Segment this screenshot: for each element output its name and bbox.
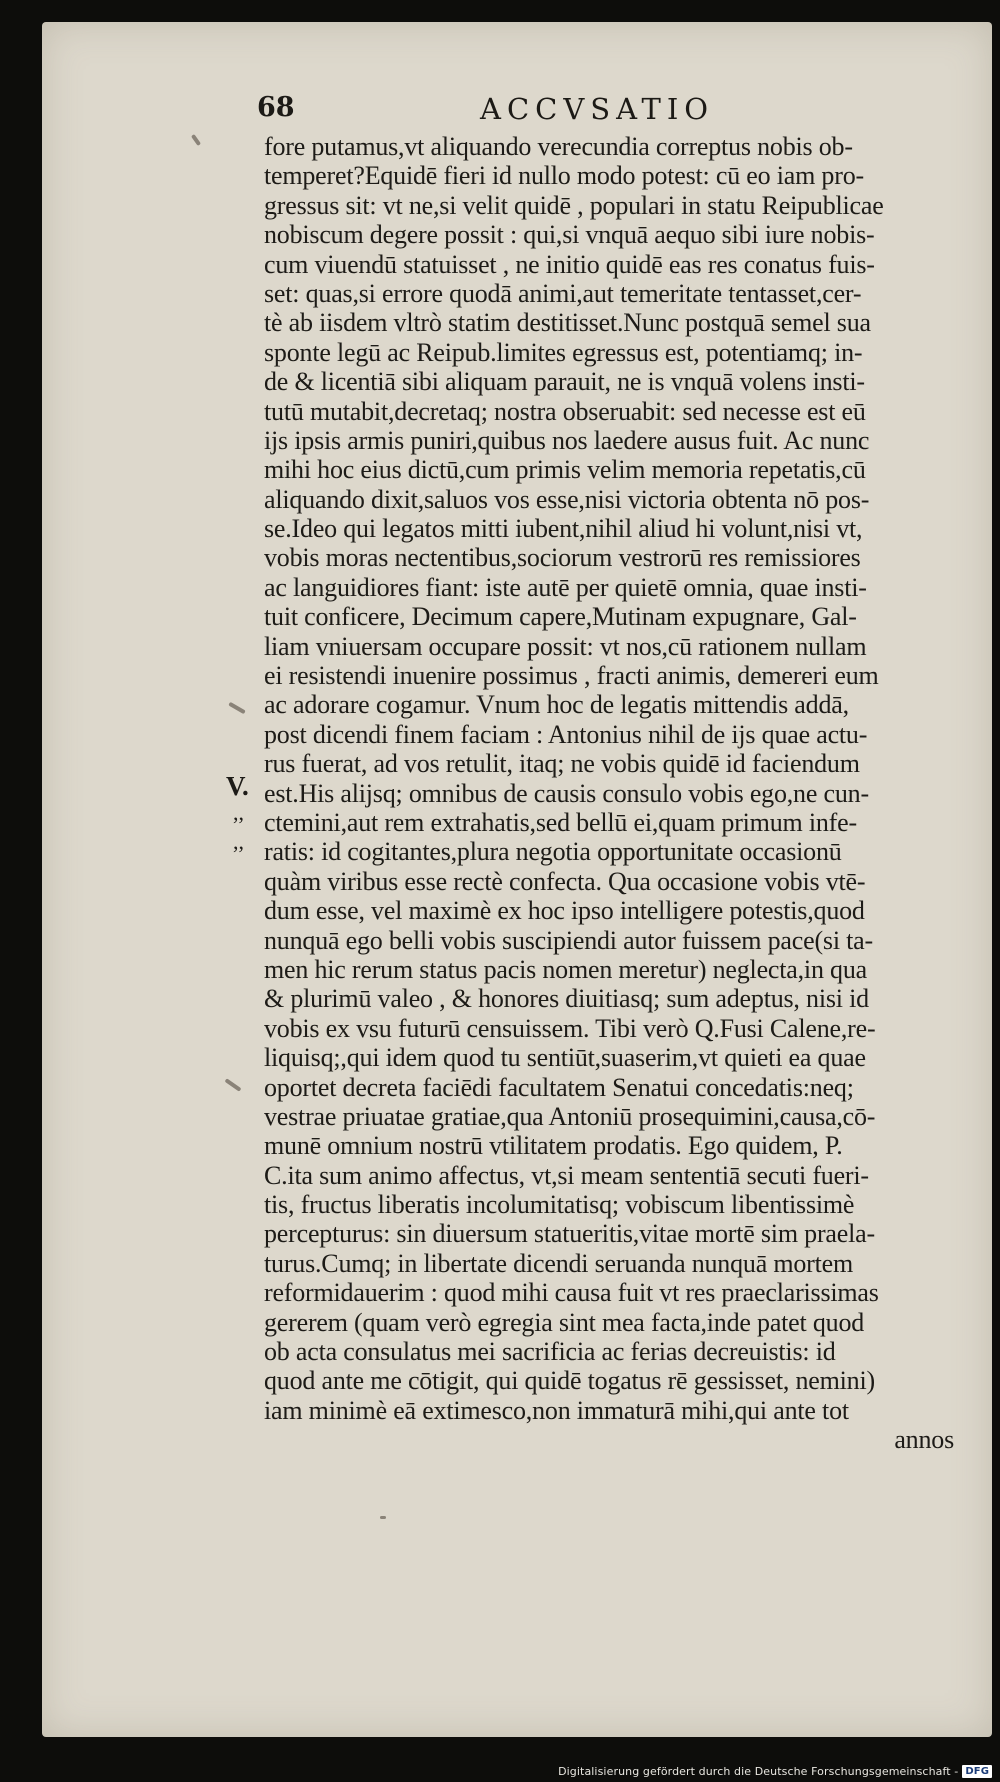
text-line: vobis moras nectentibus,sociorum vestrorū res remissiores [264, 543, 861, 573]
page-number: 68 [257, 92, 295, 123]
text-line: ac adorare cogamur. Vnum hoc de legatis mittendis addā, [264, 690, 849, 720]
text-line: ctemini,aut rem extrahatis,sed bellū ei,quam primum infe- [264, 807, 857, 837]
text-line: & plurimū valeo , & honores diuitiasq; sum adeptus, nisi id [264, 984, 869, 1014]
text-line: turus.Cumq; in libertate dicendi seruanda nunquā mortem [264, 1248, 854, 1278]
text-line: est.His alijsq; omnibus de causis consulo vobis ego,ne cun- [264, 778, 869, 808]
text-line: reformidauerim : quod mihi causa fuit vt res praeclarissimas [264, 1278, 879, 1308]
text-line: munē omnium nostrū vtilitatem prodatis. Ego quidem, P. [264, 1131, 843, 1161]
text-line: se.Ideo qui legatos mitti iubent,nihil aliud hi volunt,nisi vt, [264, 514, 863, 544]
text-line: de & licentiā sibi aliquam parauit, ne is vnquā volens insti- [264, 367, 865, 397]
text-line: nobiscum degere possit : qui,si vnquā aequo sibi iure nobis- [264, 220, 875, 250]
text-line: men hic rerum status pacis nomen meretur) neglecta,in qua [264, 954, 867, 984]
text-line: gressus sit: vt ne,si velit quidē , populari in statu Reipublicae [264, 190, 884, 220]
text-line: quàm viribus esse rectè confecta. Qua occasione vobis vtē- [264, 866, 866, 896]
text-line: vestrae priuatae gratiae,qua Antoniū prosequimini,causa,cō- [264, 1101, 876, 1131]
text-line: ac languidiores fiant: iste autē per quietē omnia, quae insti- [264, 572, 867, 602]
running-header [0, 92, 1000, 132]
text-line: iam minimè eā extimesco,non immaturā mihi,qui ante tot [264, 1395, 849, 1425]
text-line: temperet?Equidē fieri id nullo modo potest: cū eo iam pro- [264, 161, 864, 191]
text-line: cum viuendū statuisset , ne initio quidē eas res conatus fuis- [264, 249, 875, 279]
text-line: tutū mutabit,decretaq; nostra obseruabit: sed necesse est eū [264, 396, 866, 426]
text-line: ob acta consulatus mei sacrificia ac ferias decreuistis: id [264, 1337, 836, 1367]
text-line: percepturus: sin diuersum statueritis,vitae mortē sim praela- [264, 1219, 875, 1249]
text-line: ei resistendi inuenire possimus , fracti animis, demereri eum [264, 661, 879, 691]
marginal-quote-mark: ,, [233, 829, 244, 854]
text-line: liquisq;,qui idem quod tu sentiūt,suaserim,vt quieti ea quae [264, 1043, 866, 1073]
dfg-logo: DFG [962, 1765, 992, 1778]
text-line: nunquā ego belli vobis suscipiendi autor fuissem pace(si ta- [264, 925, 873, 955]
text-line: set: quas,si errore quodā animi,aut temeritate tentasset,cer- [264, 278, 862, 308]
text-line: post dicendi finem faciam : Antonius nihil de ijs quae actu- [264, 719, 868, 749]
text-line: tis, fructus liberatis incolumitatisq; vobiscum libentissimè [264, 1190, 855, 1220]
text-block [264, 132, 954, 1455]
text-line: sponte legū ac Reipub.limites egressus est, potentiamq; in- [264, 337, 863, 367]
text-line: gererem (quam verò egregia sint mea facta,inde patet quod [264, 1307, 865, 1337]
text-line: aliquando dixit,saluos vos esse,nisi victoria obtenta nō pos- [264, 484, 870, 514]
text-line: liam vniuersam occupare possit: vt nos,cū rationem nullam [264, 631, 867, 661]
pencil-mark [380, 1516, 386, 1519]
text-line: ratis: id cogitantes,plura negotia opportunitate occasionū [264, 837, 842, 867]
marginal-section-letter: V. [226, 771, 249, 801]
text-line: tè ab iisdem vltrò statim destitisset.Nunc postquā semel sua [264, 308, 871, 338]
credit-text: Digitalisierung gefördert durch die Deutsche Forschungsgemeinschaft - [558, 1765, 959, 1778]
text-line: rus fuerat, ad vos retulit, itaq; ne vobis quidē id faciendum [264, 749, 860, 779]
text-line: tuit conficere, Decimum capere,Mutinam expugnare, Gal- [264, 602, 857, 632]
text-line: dum esse, vel maximè ex hoc ipso intelligere potestis,quod [264, 896, 865, 926]
text-line: mihi hoc eius dictū,cum primis velim memoria repetatis,cū [264, 455, 866, 485]
text-line: oportet decreta faciēdi facultatem Senatui concedatis:neq; [264, 1072, 854, 1102]
text-line: annos [894, 1425, 954, 1455]
digitization-credit [558, 1765, 992, 1778]
text-line: C.ita sum animo affectus, vt,si meam sententiā secuti fueri- [264, 1160, 869, 1190]
text-line: vobis ex vsu futurū censuissem. Tibi verò Q.Fusi Calene,re- [264, 1013, 876, 1043]
text-line: quod ante me cōtigit, qui quidē togatus rē gessisset, nemini) [264, 1366, 875, 1396]
text-line: ijs ipsis armis puniri,quibus nos laedere ausus fuit. Ac nunc [264, 425, 870, 455]
running-title: ACCVSATIO [480, 92, 715, 126]
marginal-quote-mark: ,, [233, 800, 244, 825]
text-line: fore putamus,vt aliquando verecundia correptus nobis ob- [264, 132, 853, 161]
